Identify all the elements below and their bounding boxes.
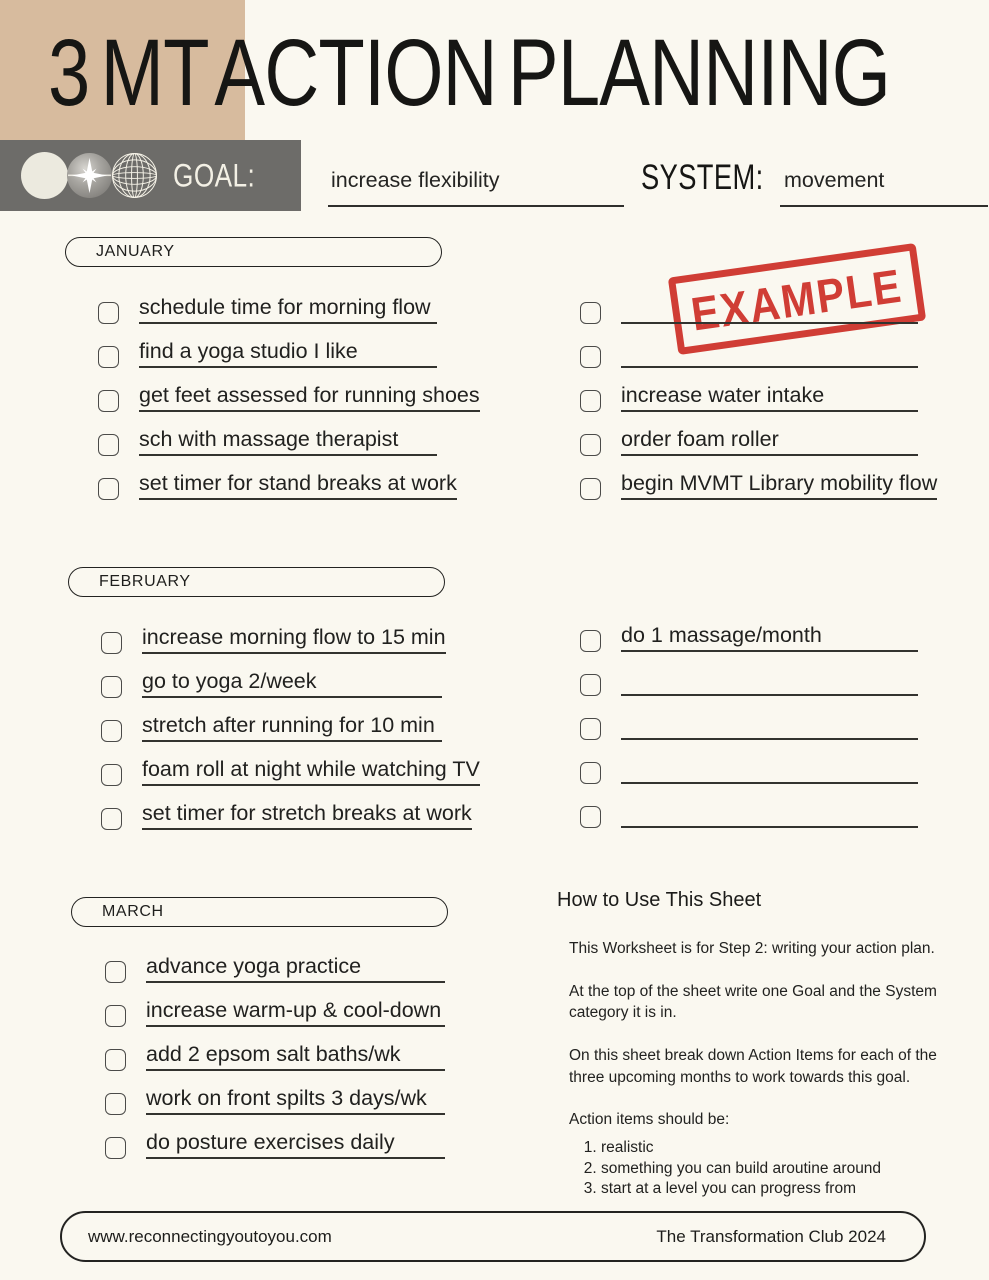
- action-item-text: add 2 epsom salt baths/wk: [146, 1041, 401, 1066]
- action-item-row: [101, 654, 442, 698]
- goal-value-field[interactable]: increase flexibility: [331, 168, 500, 192]
- how-to-paragraph: On this sheet break down Action Items for each of the three upcoming months to work towards this goal.: [569, 1047, 937, 1086]
- month-pill-march: [71, 897, 448, 927]
- action-item-field[interactable]: [142, 742, 480, 786]
- action-item-row: [105, 983, 445, 1027]
- checkbox[interactable]: [580, 390, 601, 412]
- action-item-row: [580, 412, 918, 456]
- month-label: MARCH: [102, 903, 164, 920]
- action-item-text: order foam roller: [621, 426, 779, 451]
- footer-brand-text: The Transformation Club 2024: [656, 1226, 886, 1246]
- action-item-text: advance yoga practice: [146, 953, 362, 978]
- action-item-field[interactable]: [146, 939, 445, 983]
- action-item-field[interactable]: [621, 324, 918, 368]
- how-to-paragraph: At the top of the sheet write one Goal and the System category it is in.: [569, 982, 937, 1022]
- action-item-field[interactable]: [621, 608, 918, 652]
- action-item-row: [105, 939, 445, 983]
- how-to-section: [557, 889, 949, 1200]
- goal-underline: [328, 205, 624, 207]
- action-item-text: increase morning flow to 15 min: [142, 624, 446, 649]
- action-item-row: [98, 368, 480, 412]
- action-item-row: [101, 610, 446, 654]
- action-item-row: [580, 280, 918, 324]
- action-item-text: foam roll at night while watching TV: [142, 756, 480, 781]
- checkbox[interactable]: [101, 676, 122, 698]
- action-item-row: [101, 742, 480, 786]
- how-to-title: How to Use This Sheet: [557, 889, 762, 911]
- how-to-paragraph: This Worksheet is for Step 2: writing your action plan.: [569, 940, 935, 957]
- action-item-row: [580, 784, 918, 828]
- action-item-row: [580, 324, 918, 368]
- action-item-field[interactable]: [142, 786, 472, 830]
- action-item-row: [98, 280, 437, 324]
- action-item-field[interactable]: [142, 654, 442, 698]
- checkbox[interactable]: [98, 302, 119, 324]
- action-item-text: find a yoga studio I like: [139, 338, 358, 363]
- sparkle-circle-icon: [66, 152, 113, 199]
- action-item-field[interactable]: [146, 1027, 445, 1071]
- action-item-row: [580, 456, 938, 500]
- action-item-text: schedule time for morning flow: [139, 294, 431, 319]
- action-item-field[interactable]: [621, 456, 937, 500]
- action-item-row: [101, 786, 472, 830]
- checkbox[interactable]: [105, 1005, 126, 1027]
- action-item-row: [580, 608, 918, 652]
- footer-website-url: www.reconnectingyoutoyou.com: [88, 1226, 332, 1246]
- action-item-text: stretch after running for 10 min: [142, 712, 435, 737]
- action-item-text: sch with massage therapist: [139, 426, 399, 451]
- action-item-text: begin MVMT Library mobility flow: [621, 470, 938, 495]
- january-left-column: [98, 280, 480, 500]
- action-item-text: increase water intake: [621, 382, 825, 407]
- action-item-row: [101, 698, 442, 742]
- action-item-field[interactable]: [621, 368, 918, 412]
- action-item-text: set timer for stand breaks at work: [139, 470, 457, 495]
- month-pill-january: [65, 237, 442, 267]
- action-item-row: [580, 652, 918, 696]
- action-item-field[interactable]: [139, 324, 437, 368]
- footer-pill: [60, 1211, 926, 1262]
- goal-bar: [0, 140, 301, 211]
- system-underline: [780, 205, 988, 207]
- checkbox[interactable]: [580, 434, 601, 456]
- checkbox[interactable]: [98, 478, 119, 500]
- action-item-row: [105, 1071, 445, 1115]
- action-item-row: [105, 1115, 445, 1159]
- action-item-row: [98, 412, 437, 456]
- action-item-field[interactable]: [139, 456, 457, 500]
- page-title: 3 MT ACTION PLANNING: [48, 20, 891, 126]
- checkbox[interactable]: [580, 630, 601, 652]
- february-right-column: [580, 608, 918, 828]
- january-right-column: [580, 280, 938, 500]
- action-item-field[interactable]: [146, 983, 445, 1027]
- action-item-text: increase warm-up & cool-down: [146, 997, 442, 1022]
- action-item-text: go to yoga 2/week: [142, 668, 317, 693]
- action-item-field[interactable]: [621, 696, 918, 740]
- action-item-field[interactable]: [142, 610, 446, 654]
- action-item-field[interactable]: [142, 698, 442, 742]
- checkbox[interactable]: [98, 346, 119, 368]
- action-item-field[interactable]: [146, 1071, 445, 1115]
- action-item-text: work on front spilts 3 days/wk: [146, 1085, 427, 1110]
- checkbox[interactable]: [580, 806, 601, 828]
- action-item-field[interactable]: [621, 280, 918, 324]
- checkbox[interactable]: [105, 1137, 126, 1159]
- how-to-paragraph: Action items should be:: [569, 1111, 730, 1129]
- checkbox[interactable]: [580, 674, 601, 696]
- action-item-field[interactable]: [146, 1115, 445, 1159]
- action-item-field[interactable]: [139, 412, 437, 456]
- checkbox[interactable]: [101, 720, 122, 742]
- checkbox[interactable]: [98, 434, 119, 456]
- checkbox[interactable]: [105, 961, 126, 983]
- month-label: FEBRUARY: [99, 573, 191, 590]
- month-label: JANUARY: [96, 243, 175, 260]
- action-item-row: [98, 324, 437, 368]
- brand-logo: [21, 152, 158, 199]
- action-item-row: [105, 1027, 445, 1071]
- how-to-list-item: 1. realistic: [601, 1138, 949, 1159]
- checkbox[interactable]: [580, 718, 601, 740]
- action-item-row: [580, 696, 918, 740]
- action-item-field[interactable]: [139, 280, 437, 324]
- example-stamp-text: EXAMPLE: [688, 257, 906, 341]
- march-left-column: [105, 939, 445, 1159]
- how-to-numbered-list: [601, 1138, 949, 1200]
- system-label: SYSTEM:: [641, 158, 764, 197]
- checkbox[interactable]: [101, 632, 122, 654]
- action-item-text: do posture exercises daily: [146, 1129, 395, 1154]
- checkbox[interactable]: [580, 302, 601, 324]
- action-item-field[interactable]: [621, 652, 918, 696]
- action-item-field[interactable]: [139, 368, 480, 412]
- globe-circle-icon: [111, 152, 158, 199]
- goal-label: GOAL:: [173, 157, 256, 193]
- checkbox[interactable]: [105, 1049, 126, 1071]
- action-item-row: [98, 456, 457, 500]
- system-value-field[interactable]: movement: [784, 168, 885, 192]
- february-left-column: [101, 610, 480, 830]
- checkbox[interactable]: [98, 390, 119, 412]
- action-item-text: get feet assessed for running shoes: [139, 382, 480, 407]
- checkbox[interactable]: [580, 478, 601, 500]
- checkbox[interactable]: [105, 1093, 126, 1115]
- solid-circle-icon: [21, 152, 68, 199]
- action-item-field[interactable]: [621, 784, 918, 828]
- action-item-field[interactable]: [621, 412, 918, 456]
- action-item-text: do 1 massage/month: [621, 622, 822, 647]
- action-item-field[interactable]: [621, 740, 918, 784]
- action-item-text: set timer for stretch breaks at work: [142, 800, 472, 825]
- checkbox[interactable]: [101, 764, 122, 786]
- action-item-row: [580, 740, 918, 784]
- action-item-row: [580, 368, 918, 412]
- checkbox[interactable]: [101, 808, 122, 830]
- checkbox[interactable]: [580, 346, 601, 368]
- checkbox[interactable]: [580, 762, 601, 784]
- how-to-list-item: 3. start at a level you can progress from: [601, 1179, 949, 1200]
- how-to-list-item: 2. something you can build aroutine around: [601, 1159, 949, 1180]
- month-pill-february: [68, 567, 445, 597]
